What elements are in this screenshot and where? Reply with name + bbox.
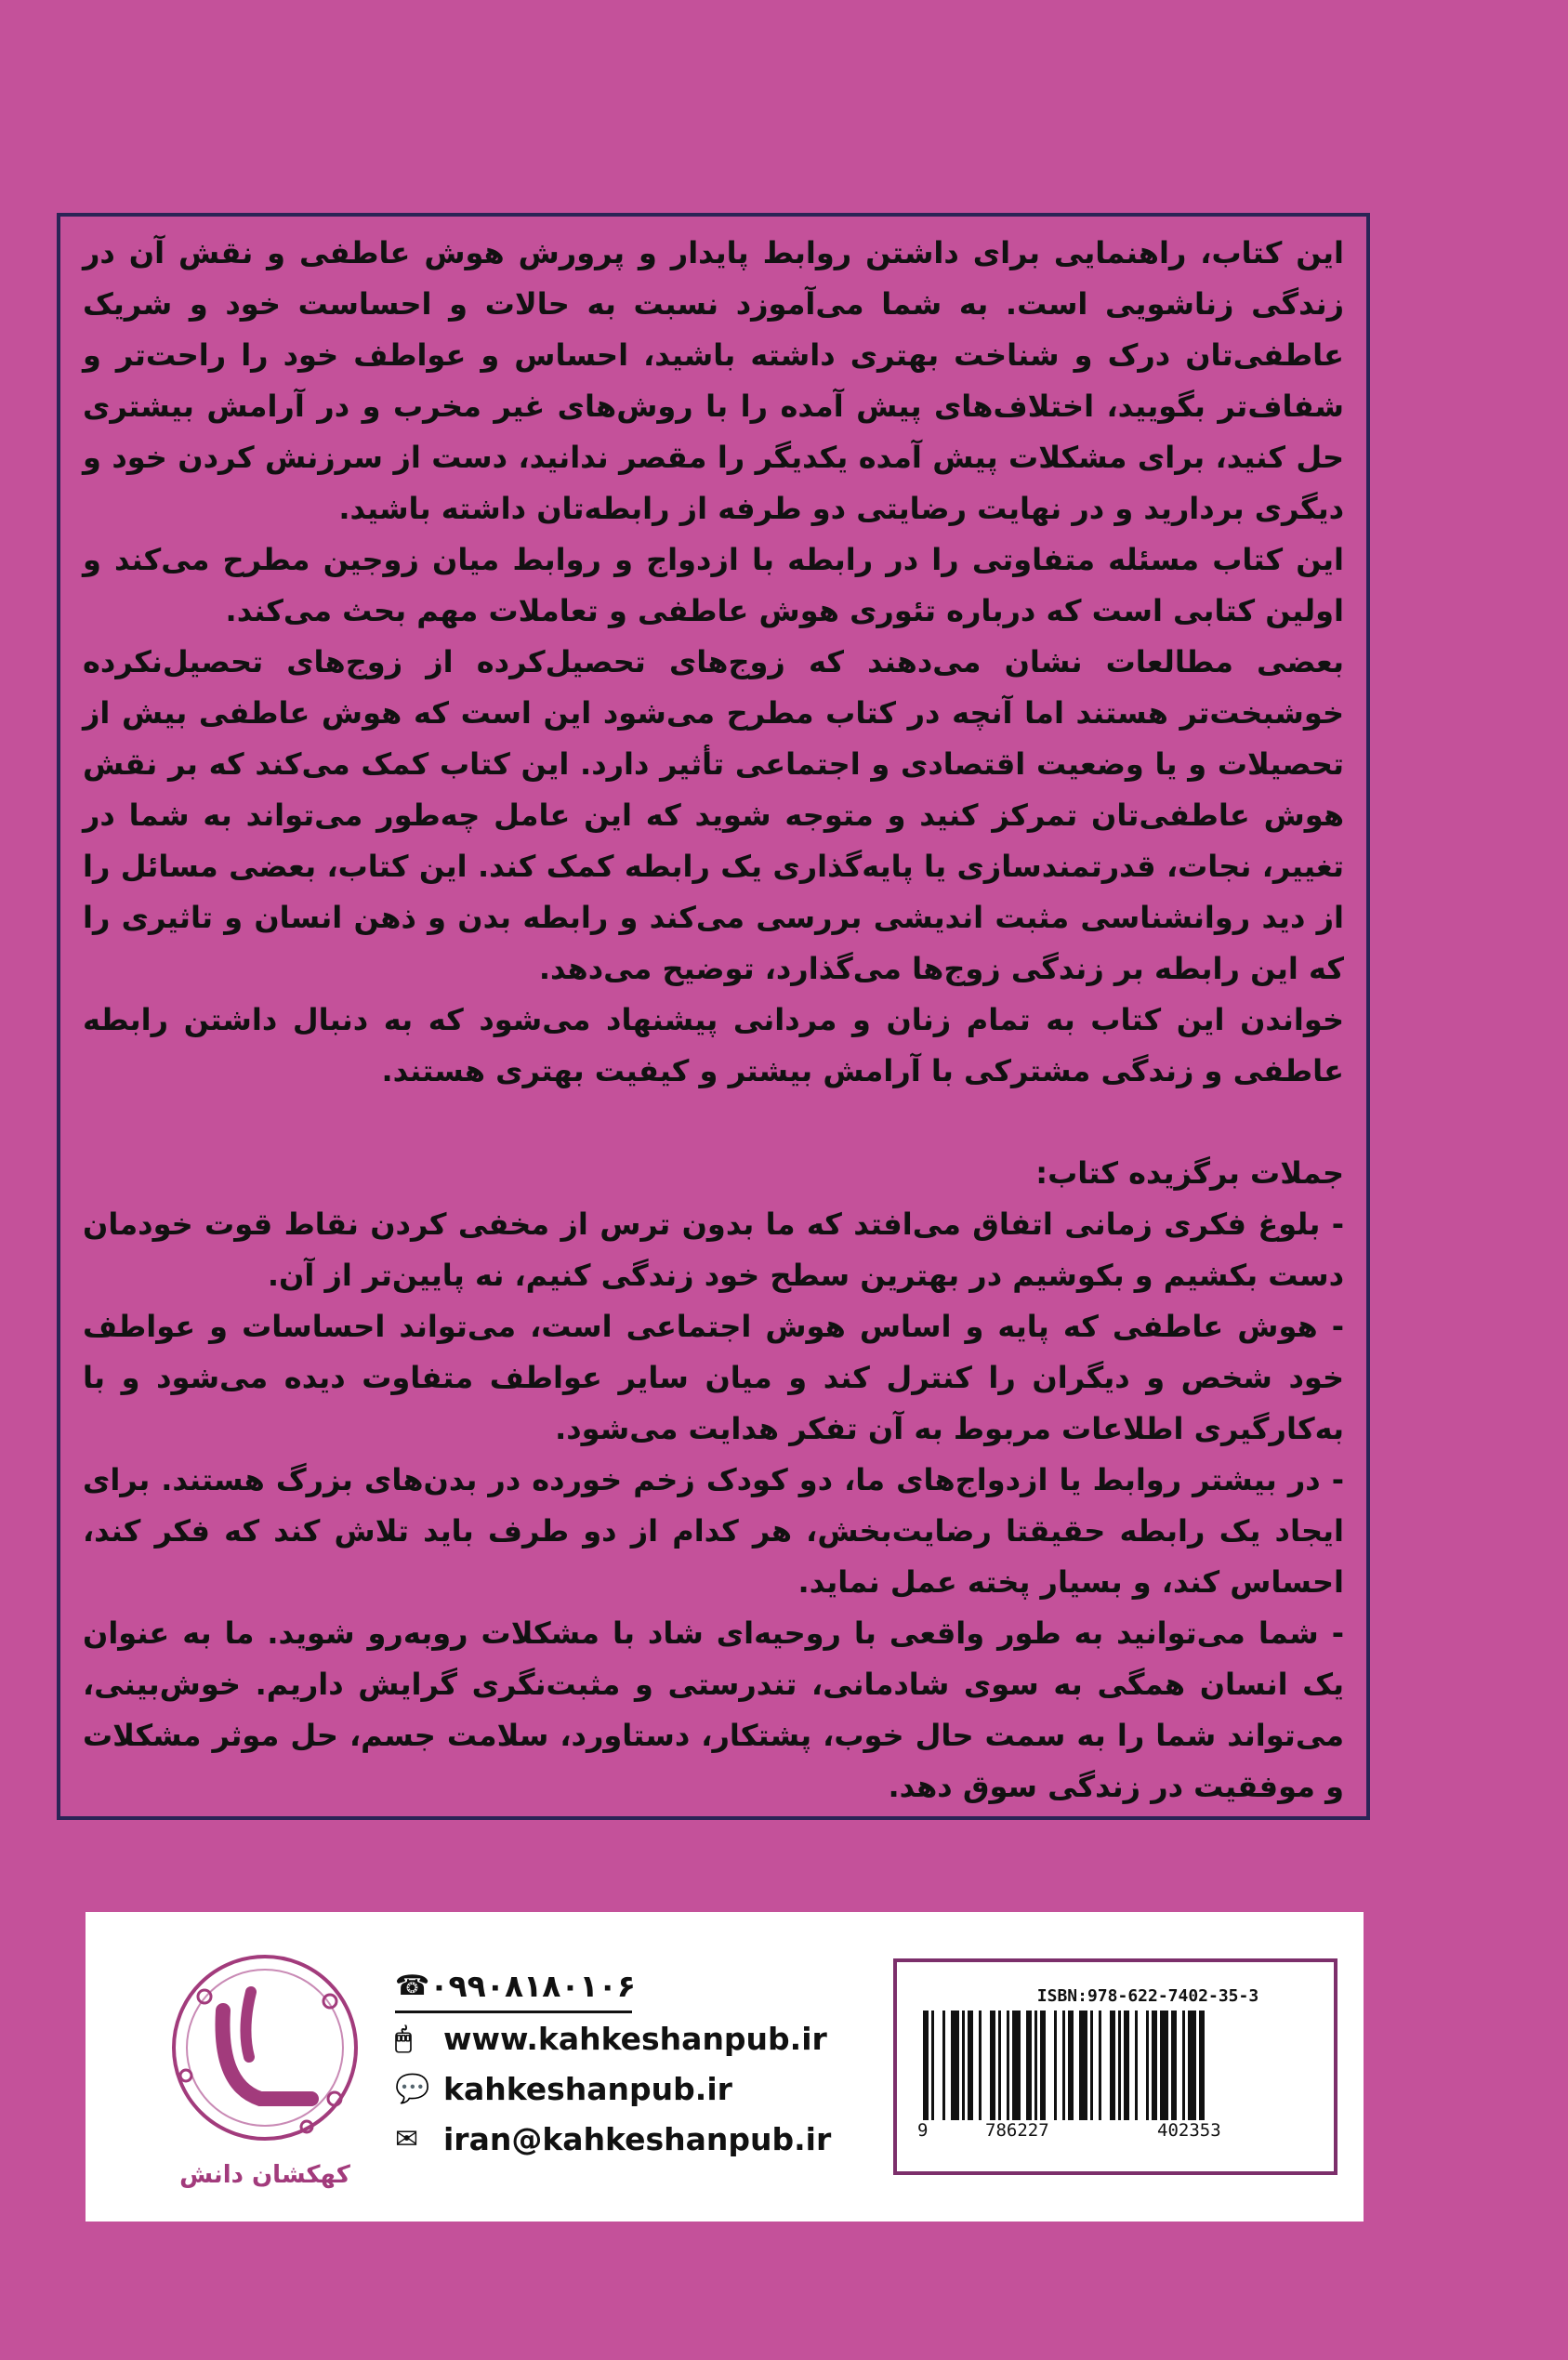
isbn-label: ISBN:978-622-7402-35-3 bbox=[1036, 1986, 1259, 2006]
website-row bbox=[395, 2013, 878, 2063]
barcode-bar bbox=[1188, 2011, 1196, 2120]
description-box bbox=[57, 213, 1370, 1820]
barcode-bar bbox=[979, 2011, 982, 2120]
barcode-digit-first: 9 bbox=[917, 2120, 929, 2141]
barcode-bar bbox=[1135, 2011, 1138, 2120]
barcode-bar bbox=[1062, 2011, 1065, 2120]
publisher-logo bbox=[149, 1945, 381, 2206]
email-row bbox=[395, 2114, 878, 2164]
intro-paragraph-3: بعضی مطالعات نشان می‌دهند که زوج‌های تحصیل‌کرده از زوج‌های تحصیل‌نکرده خوشبخت‌تر هستند اما آنچه در کتاب مطرح می‌شود این است که هوش عاطفی بیش از تحصیلات و یا وضعیت اقتصادی و اجتماعی تأثیر دارد. این کتاب کمک می‌کند که بر نقش هوش عاطفی‌تان تمرکز کنید و متوجه شوید که این عامل چه‌طور می‌تواند به شما در تغییر، نجات، قدرتمندسازی یا پایه‌گذاری یک رابطه کمک کند. این کتاب، بعضی مسائل را از دید روانشناسی مثبت اندیشی بررسی می‌کند و رابطه بدن و ذهن انسان و تاثیری را که این رابطه بر زندگی زوج‌ها می‌گذارد، توضیح می‌دهد. bbox=[83, 644, 1344, 986]
logo-text: کهکشان دانش bbox=[179, 2161, 350, 2189]
logo-emblem-icon bbox=[149, 1945, 381, 2159]
barcode-bar bbox=[1160, 2011, 1168, 2120]
barcode-image bbox=[916, 2011, 1324, 2120]
contact-info bbox=[395, 1960, 878, 2164]
social-row bbox=[395, 2063, 878, 2114]
barcode-bar bbox=[1090, 2011, 1093, 2120]
barcode-bar bbox=[1146, 2011, 1149, 2120]
isbn-barcode-box bbox=[893, 1958, 1337, 2175]
chat-icon: 💬 bbox=[395, 2072, 430, 2105]
barcode-digits-2: 402353 bbox=[1157, 2120, 1221, 2141]
barcode-bar bbox=[1054, 2011, 1057, 2120]
intro-paragraph-4: خواندن این کتاب به تمام زنان و مردانی پیشنهاد می‌شود که به دنبال داشتن رابطه عاطفی و زندگی مشترکی با آرامش بیشتر و کیفیت بهتری هستند. bbox=[83, 1002, 1344, 1088]
mouse-pointer-icon: 🖱 bbox=[395, 2022, 412, 2055]
spacer bbox=[83, 1097, 1344, 1148]
social-link[interactable]: kahkeshanpub.ir bbox=[443, 2070, 732, 2107]
barcode-bar bbox=[1026, 2011, 1032, 2120]
barcode-bar bbox=[990, 2011, 995, 2120]
barcode-bar bbox=[951, 2011, 959, 2120]
barcode-bar bbox=[931, 2011, 934, 2120]
quote-2: - هوش عاطفی که پایه و اساس هوش اجتماعی است، می‌تواند احساسات و عواطف خود شخص و دیگران را کنترل کند و میان سایر عواطف متفاوت دیده می‌شود و با به‌کارگیری اطلاعات مربوط به آن تفکر هدایت می‌شود. bbox=[83, 1309, 1344, 1446]
barcode-bar bbox=[998, 2011, 1001, 2120]
barcode-bar bbox=[1182, 2011, 1185, 2120]
phone-number: ۰۹۹۰۸۱۸۰۱۰۶ bbox=[429, 1967, 636, 2004]
barcode-bar bbox=[1199, 2011, 1205, 2120]
barcode-bar bbox=[1040, 2011, 1046, 2120]
barcode-digits-1: 786227 bbox=[985, 2120, 1049, 2141]
intro-paragraph-1: این کتاب، راهنمایی برای داشتن روابط پایدار و پرورش هوش عاطفی و نقش آن در زندگی زناشویی است. به شما می‌آموزد نسبت به حالات و احساست خود و شریک عاطفی‌تان درک و شناخت بهتری داشته باشید، احساس و عواطف خود را راحت‌تر و شفاف‌تر بگویید، اختلاف‌های پیش آمده را با روش‌های غیر مخرب و در آرامش بیشتری حل کنید، برای مشکلات پیش آمده یکدیگر را مقصر ندانید، دست از سرزنش کردن خود و دیگری بردارید و در نهایت رضایتی دو طرفه از رابطه‌تان داشته باشید. bbox=[83, 235, 1344, 526]
barcode-bar bbox=[1171, 2011, 1177, 2120]
barcode-bar bbox=[1152, 2011, 1157, 2120]
quote-4: - شما می‌توانید به طور واقعی با روحیه‌ای شاد با مشکلات روبه‌رو شوید. ما به عنوان یک انسان همگی به سوی شادمانی، تندرستی و مثبت‌نگری گرایش داریم. خوش‌بینی، می‌تواند شما را به سمت حال خوب، پشتکار، دستاورد، سلامت جسم، حل موثر مشکلات و موفقیت در زندگی سوق دهد. bbox=[83, 1615, 1344, 1804]
quote-1: - بلوغ فکری زمانی اتفاق می‌افتد که ما بدون ترس از مخفی کردن نقاط قوت خودمان دست بکشیم و بکوشیم در بهترین سطح خود زندگی کنیم، نه پایین‌تر از آن. bbox=[83, 1206, 1344, 1293]
barcode-bar bbox=[1099, 2011, 1101, 2120]
phone-icon: ☎ bbox=[395, 1969, 430, 2002]
barcode-bar bbox=[1012, 2011, 1021, 2120]
barcode-bar bbox=[942, 2011, 945, 2120]
website-link[interactable]: www.kahkeshanpub.ir bbox=[443, 2020, 827, 2057]
barcode-bar bbox=[1034, 2011, 1037, 2120]
intro-paragraph-2: این کتاب مسئله متفاوتی را در رابطه با ازدواج و روابط میان زوجین مطرح می‌کند و اولین کتابی است که درباره تئوری هوش عاطفی و تعاملات مهم بحث می‌کند. bbox=[83, 542, 1344, 628]
barcode-bar bbox=[1110, 2011, 1115, 2120]
publisher-footer bbox=[86, 1912, 1364, 2222]
quote-3: - در بیشتر روابط یا ازدواج‌های ما، دو کودک زخم خورده در بدن‌های بزرگ هستند. برای ایجاد یک رابطه حقیقتا رضایت‌بخش، هر کدام از دو طرف باید تلاش کند که فکر کند، احساس کند، و بسیار پخته عمل نماید. bbox=[83, 1462, 1344, 1600]
barcode-bar bbox=[923, 2011, 929, 2120]
phone-row bbox=[395, 1960, 636, 2013]
barcode-bar bbox=[968, 2011, 973, 2120]
email-link[interactable]: iran@kahkeshanpub.ir bbox=[443, 2120, 832, 2157]
barcode-bar bbox=[1007, 2011, 1009, 2120]
barcode-bar bbox=[1068, 2011, 1074, 2120]
barcode-bar bbox=[1124, 2011, 1129, 2120]
barcode-bar bbox=[1118, 2011, 1121, 2120]
barcode-bar bbox=[962, 2011, 965, 2120]
barcode-bar bbox=[1079, 2011, 1087, 2120]
quotes-heading: جملات برگزیده کتاب: bbox=[1035, 1155, 1344, 1191]
envelope-icon: ✉ bbox=[395, 2122, 419, 2156]
